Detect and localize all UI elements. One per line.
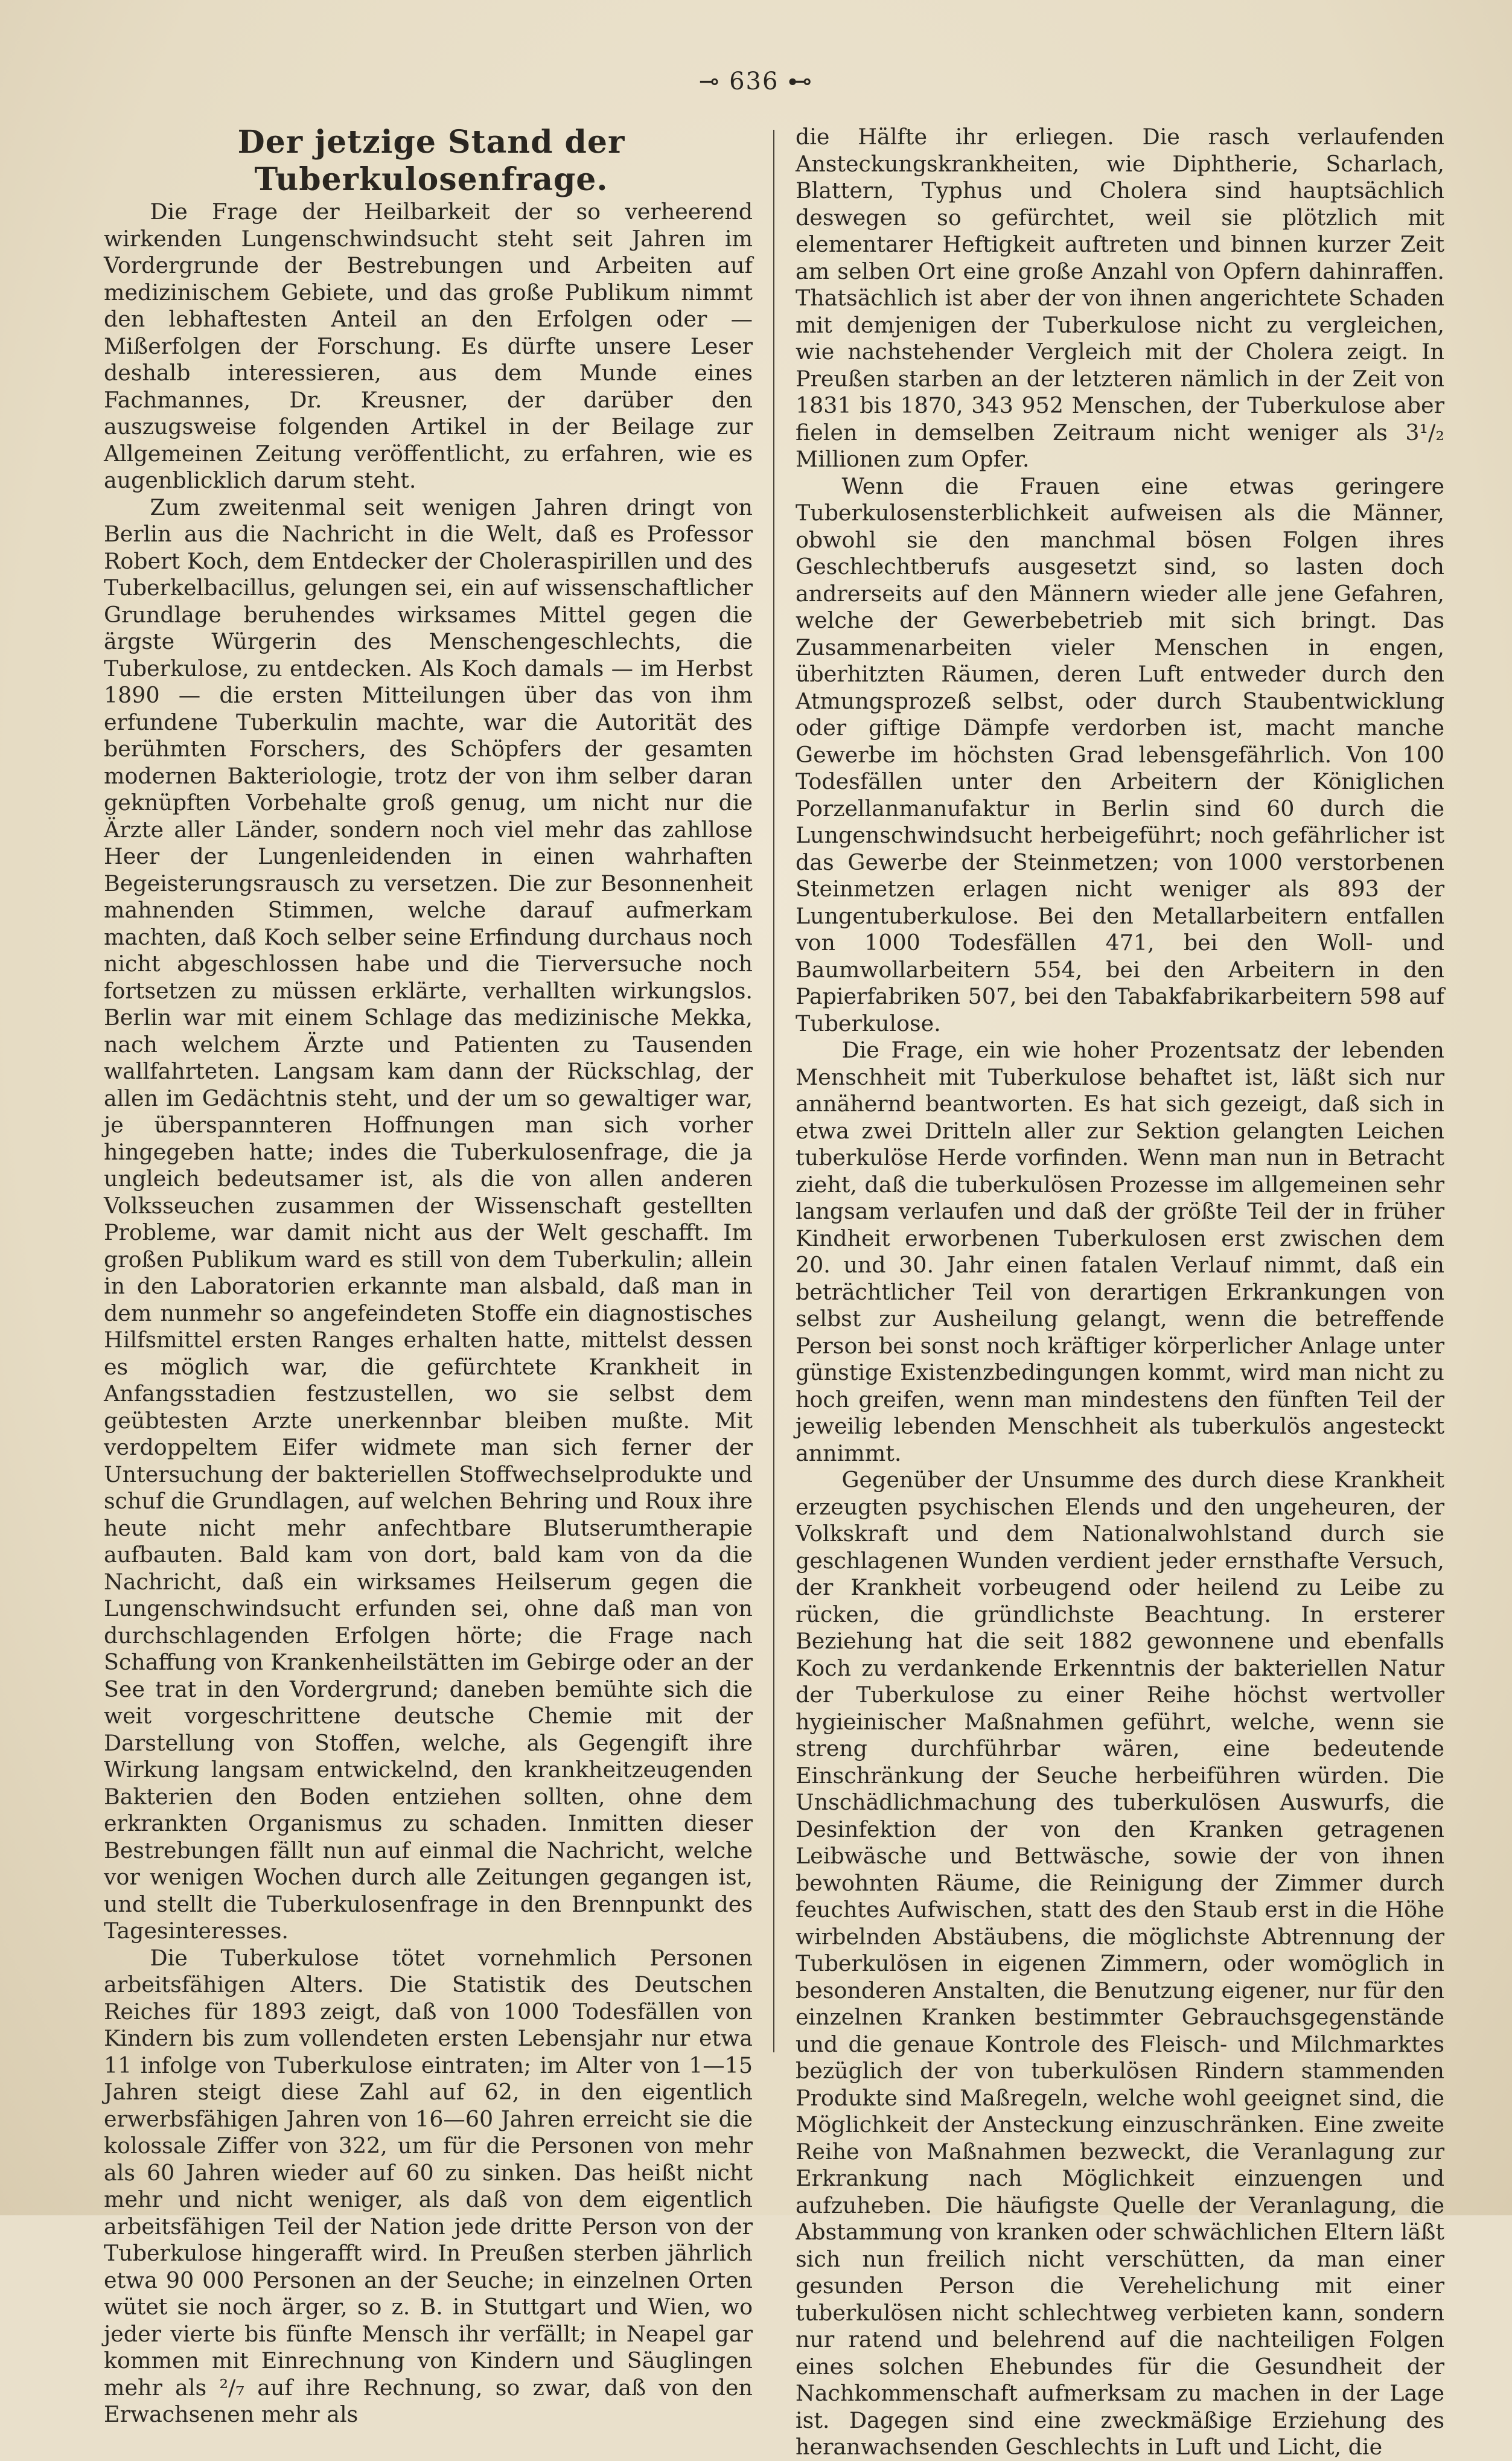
paragraph-prevalence: Die Frage, ein wie hoher Prozentsatz der lebenden Menschheit mit Tuberkulose behaftet ist, läßt sich nur annähernd beantworten. Es hat sich gezeigt, daß sich in etwa zwei Dritteln aller zur Sektion gelangten Leichen tuberkulöse Herde vorfinden. Wenn man nun in Betracht zieht, daß die tuberkulösen Prozesse im allgemeinen sehr langsam verlaufen und daß der größte Teil der in früher Kindheit erworbenen Tuberkulosen erst zwischen dem 20. und 30. Jahr einen fatalen Verlauf nimmt, daß ein beträchtlicher Teil von derartigen Erkrankungen von selbst zur Ausheilung gelangt, wenn die betreffende Person bei sonst noch kräftiger körperlicher Anlage unter günstige Existenzbedingungen kommt, wird man nicht zu hoch greifen, wenn man mindestens den fünften Teil der jeweilig lebenden Menschheit als tuberkulös angesteckt annimmt. xyxy=(796,1037,1444,1466)
right-ornament-icon: ⊷ xyxy=(788,68,814,95)
page-number-text: 636 xyxy=(729,68,779,95)
paragraph-occupations: Wenn die Frauen eine etwas geringere Tuberkulosensterblichkeit aufweisen als die Männer, obwohl sie den manchmal bösen Folgen ihres Geschlechtberufs ausgesetzt sind, so lasten doch andrerseits auf den Männern wieder alle jene Gefahren, welche der Gewerbebetrieb mit sich bringt. Das Zusammenarbeiten vieler Menschen in engen, überhitzten Räumen, deren Luft entweder durch den Atmungsprozeß selbst, oder durch Staubentwicklung oder giftige Dämpfe verdorben ist, macht manche Gewerbe im höchsten Grad lebensgefährlich. Von 100 Todesfällen unter den Arbeitern der Königlichen Porzellanmanufaktur in Berlin sind 60 durch die Lungenschwindsucht herbeigeführt; noch gefährlicher ist das Gewerbe der Steinmetzen; von 1000 verstorbenen Steinmetzen erlagen nicht weniger als 893 der Lungentuberkulose. Bei den Metallarbeitern entfallen von 1000 Todesfällen 471, bei den Woll- und Baumwollarbeitern 554, bei den Arbeitern in den Papierfabriken 507, bei den Tabakfabrikarbeitern 598 auf Tuberkulose. xyxy=(796,473,1444,1036)
paragraph-continuation: die Hälfte ihr erliegen. Die rasch verlaufenden Ansteckungskrankheiten, wie Diphtherie, Scharlach, Blattern, Typhus und Cholera sind hauptsächlich deswegen so gefürchtet, weil sie plötzlich mit elementarer Heftigkeit auftreten und binnen kurzer Zeit am selben Ort eine große Anzahl von Opfern dahinraffen. Thatsächlich ist aber der von ihnen angerichtete Schaden mit demjenigen der Tuberkulose nicht zu vergleichen, wie nachstehender Vergleich mit der Cholera zeigt. In Preußen starben an der letzteren nämlich in der Zeit von 1831 bis 1870, 343 952 Menschen, der Tuberkulose aber fielen in demselben Zeitraum nicht weniger als 3¹/₂ Millionen zum Opfer. xyxy=(796,124,1444,472)
article-title: Der jetzige Stand der Tuberkulosenfrage. xyxy=(237,124,625,198)
paragraph-prevention: Gegenüber der Unsumme des durch diese Krankheit erzeugten psychischen Elends und den ungeheuren, der Volkskraft und dem Nationalwohlstand durch sie geschlagenen Wunden verdient jeder ernsthafte Versuch, der Krankheit vorbeugend oder heilend zu Leibe zu rücken, die gründlichste Beachtung. In ersterer Beziehung hat die seit 1882 gewonnene und ebenfalls Koch zu verdankende Erkenntnis der bakteriellen Natur der Tuberkulose zu einer Reihe höchst wertvoller hygieinischer Maßnahmen geführt, welche, wenn sie streng durchführbar wären, eine bedeutende Einschränkung der Seuche herbeiführen würden. Die Unschädlichmachung des tuberkulösen Auswurfs, die Desinfektion der von den Kranken getragenen Leibwäsche und Bettwäsche, sowie der von ihnen bewohnten Räume, die Reinigung der Zimmer durch feuchtes Aufwischen, statt des den Staub erst in die Höhe wirbelnden Abstäubens, die möglichste Abtrennung der Tuberkulösen in eigenen Zimmern, oder womöglich in besonderen Anstalten, die Benutzung eigener, nur für den einzelnen Kranken bestimmter Gebrauchsgegenstände und die genaue Kontrole des Fleisch- und Milchmarktes bezüglich der von tuberkulösen Rindern stammenden Produkte sind Maßregeln, welche wohl geeignet sind, die Möglichkeit der Ansteckung einzuschränken. Eine zweite Reihe von Maßnahmen bezweckt, die Veranlagung zur Erkrankung nach Möglichkeit einzuengen und aufzuheben. Die häufigste Quelle der Veranlagung, die Abstammung von kranken oder schwächlichen Eltern läßt sich nun freilich nicht verschütten, da man einer gesunden Person die Verehelichung mit einer tuberkulösen nicht schlechtweg verbieten kann, sondern nur ratend und belehrend auf die nachteiligen Folgen eines solchen Ehebundes für die Gesundheit der Nachkommenschaft aufmerksam zu machen in der Lage ist. Dagegen sind eine zweckmäßige Erziehung des heranwachsenden Geschlechts in Luft und Licht, die xyxy=(796,1467,1444,2460)
paragraph-koch: Zum zweitenmal seit wenigen Jahren dringt von Berlin aus die Nachricht in die Welt, daß es Professor Robert Koch, dem Entdecker der Choleraspirillen und des Tuberkelbacillus, gelungen sei, ein auf wissenschaftlicher Grundlage beruhendes wirksames Mittel gegen die ärgste Würgerin des Menschengeschlechts, die Tuberkulose, zu entdecken. Als Koch damals — im Herbst 1890 — die ersten Mitteilungen über das von ihm erfundene Tuberkulin machte, war die Autorität des berühmten Forschers, des Schöpfers der gesamten modernen Bakteriologie, trotz der von ihm selber daran geknüpften Vorbehalte groß genug, um nicht nur die Ärzte aller Länder, sondern noch viel mehr das zahllose Heer der Lungenleidenden in einen wahrhaften Begeisterungsrausch zu versetzen. Die zur Besonnenheit mahnenden Stimmen, welche darauf aufmerkam machten, daß Koch selber seine Erfindung durchaus noch nicht abgeschlossen habe und die Tierversuche noch fortsetzen zu müssen erklärte, verhallten wirkungslos. Berlin war mit einem Schlage das medizinische Mekka, nach welchem Ärzte und Patienten zu Tausenden wallfahrteten. Langsam kam dann der Rückschlag, der allen im Gedächtnis steht, und der um so gewaltiger war, je überspannteren Hoffnungen man sich vorher hingegeben hatte; indes die Tuberkulosenfrage, die ja ungleich bedeutsamer ist, als die von allen anderen Volksseuchen zusammen der Wissenschaft gestellten Probleme, war damit nicht aus der Welt geschafft. Im großen Publikum ward es still von dem Tuberkulin; allein in den Laboratorien erkannte man alsbald, daß man in dem nunmehr so angefeindeten Stoffe ein diagnostisches Hilfsmittel ersten Ranges erhalten hatte, mittelst dessen es möglich war, die gefürchtete Krankheit in Anfangsstadien festzustellen, wo sie selbst dem geübtesten Arzte unerkennbar bleiben mußte. Mit verdoppeltem Eifer widmete man sich ferner der Untersuchung der bakteriellen Stoffwechselprodukte und schuf die Grundlagen, auf welchen Behring und Roux ihre heute nicht mehr anfechtbare Blutserumtherapie aufbauten. Bald kam von dort, bald kam von da die Nachricht, daß ein wirksames Heilserum gegen die Lungenschwindsucht erfunden sei, ohne daß man von durchschlagenden Erfolgen hörte; die Frage nach Schaffung von Krankenheilstätten im Gebirge oder an der See trat in den Vordergrund; daneben bemühte sich die weit vorgeschrittene deutsche Chemie mit der Darstellung von Stoffen, welche, als Gegengift ihre Wirkung langsam entwickelnd, den krankheitzeugenden Bakterien den Boden entziehen sollten, ohne dem erkrankten Organismus zu schaden. Inmitten dieser Bestrebungen fällt nun auf einmal die Nachricht, welche vor wenigen Wochen durch alle Zeitungen gegangen ist, und stellt die Tuberkulosenfrage in den Brennpunkt des Tagesinteresses. xyxy=(104,494,753,1944)
paragraph-intro: Die Frage der Heilbarkeit der so verheerend wirkenden Lungenschwindsucht steht seit Jahren im Vordergrunde der Bestrebungen und Arbeiten auf medizinischem Gebiete, und das große Publikum nimmt den lebhaftesten Anteil an den Erfolgen oder — Mißerfolgen der Forschung. Es dürfte unsere Leser deshalb interessieren, aus dem Munde eines Fachmannes, Dr. Kreusner, der darüber den auszugsweise folgenden Artikel in der Beilage zur Allgemeinen Zeitung veröffentlicht, zu erfahren, wie es augenblicklich darum steht. xyxy=(104,199,753,493)
left-ornament-icon: ⊸ xyxy=(698,68,721,95)
paragraph-statistics: Die Tuberkulose tötet vornehmlich Personen arbeitsfähigen Alters. Die Statistik des Deutschen Reiches für 1893 zeigt, daß von 1000 Todesfällen von Kindern bis zum vollendeten ersten Lebensjahr nur etwa 11 infolge von Tuberkulose eintraten; im Alter von 1—15 Jahren steigt diese Zahl auf 62, in den eigentlich erwerbsfähigen Jahren von 16—60 Jahren erreicht sie die kolossale Ziffer von 322, um für die Personen von mehr als 60 Jahren wieder auf 60 zu sinken. Das heißt nicht mehr und nicht weniger, als daß von dem eigentlich arbeitsfähigen Teil der Nation jede dritte Person von der Tuberkulose hingerafft wird. In Preußen sterben jährlich etwa 90 000 Personen an der Seuche; in einzelnen Orten wütet sie noch ärger, so z. B. in Stuttgart und Wien, wo jeder vierte bis fünfte Mensch ihr verfällt; in Neapel gar kommen mit Einrechnung von Kindern und Säuglingen mehr als ²/₇ auf ihre Rechnung, so zwar, daß von den Erwachsenen mehr als xyxy=(104,1944,753,2427)
page-number xyxy=(0,68,1512,95)
column-divider xyxy=(773,130,774,2052)
left-column xyxy=(104,124,753,2427)
right-column xyxy=(796,124,1444,2460)
